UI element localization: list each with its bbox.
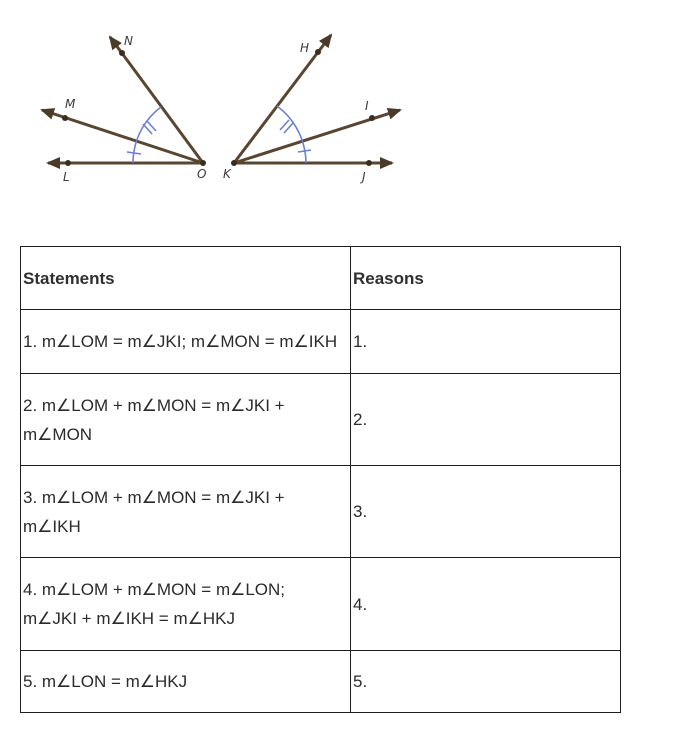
- statement-1-line-1: 1. m∠LOM = m∠JKI; m∠MON = m∠IKH: [23, 332, 338, 351]
- point-J: [366, 160, 372, 166]
- statement-cell-4: [21, 558, 351, 651]
- statement-4-line-1: 4. m∠LOM + m∠MON = m∠LON;: [23, 580, 286, 599]
- label-K: K: [223, 167, 231, 181]
- ray-KI: [234, 110, 400, 163]
- table-row: [21, 558, 621, 651]
- point-N: [119, 50, 125, 56]
- angle-figure: [0, 0, 675, 200]
- statement-cell-5: [21, 651, 351, 713]
- point-I: [369, 115, 375, 121]
- reason-cell-4: 4.: [351, 558, 621, 651]
- label-I: I: [365, 99, 369, 113]
- label-N: N: [124, 34, 133, 48]
- reasons-header: Reasons: [351, 247, 621, 310]
- arc-HKI: [277, 106, 302, 140]
- table-row: [21, 374, 621, 466]
- reason-cell-2: 2.: [351, 374, 621, 466]
- point-M: [62, 115, 68, 121]
- point-K: [231, 160, 237, 166]
- arc-LOM: [133, 141, 137, 163]
- statement-3-line-2: m∠IKH: [23, 516, 81, 536]
- label-H: H: [300, 41, 310, 55]
- label-L: L: [63, 170, 70, 184]
- tick-LOM: [127, 152, 141, 154]
- point-L: [65, 160, 71, 166]
- proof-header-row: [21, 247, 621, 310]
- table-row: [21, 466, 621, 558]
- statement-cell-3: [21, 466, 351, 558]
- proof-table: [20, 246, 621, 713]
- statement-5-line-1: 5. m∠LON = m∠HKJ: [23, 672, 188, 691]
- reason-cell-1: 1.: [351, 310, 621, 374]
- right-angle: [231, 35, 400, 166]
- label-O: O: [197, 167, 207, 181]
- statement-2-line-1: 2. m∠LOM + m∠MON = m∠JKI +: [23, 395, 285, 415]
- statements-header: Statements: [21, 247, 351, 310]
- statement-4-line-2: m∠JKI + m∠IKH = m∠HKJ: [23, 609, 235, 628]
- statement-cell-2: [21, 374, 351, 466]
- table-row: [21, 651, 621, 713]
- point-H: [315, 49, 321, 55]
- point-O: [200, 160, 206, 166]
- label-M: M: [65, 97, 76, 111]
- statement-2-line-2: m∠MON: [23, 424, 93, 444]
- reason-cell-3: 3.: [351, 466, 621, 558]
- label-J: J: [362, 170, 366, 184]
- statement-3-line-1: 3. m∠LOM + m∠MON = m∠JKI +: [23, 487, 285, 507]
- statement-cell-1: [21, 310, 351, 374]
- tick-IKJ: [298, 150, 311, 152]
- ray-ON: [110, 37, 203, 163]
- reason-cell-5: 5.: [351, 651, 621, 713]
- table-row: [21, 310, 621, 374]
